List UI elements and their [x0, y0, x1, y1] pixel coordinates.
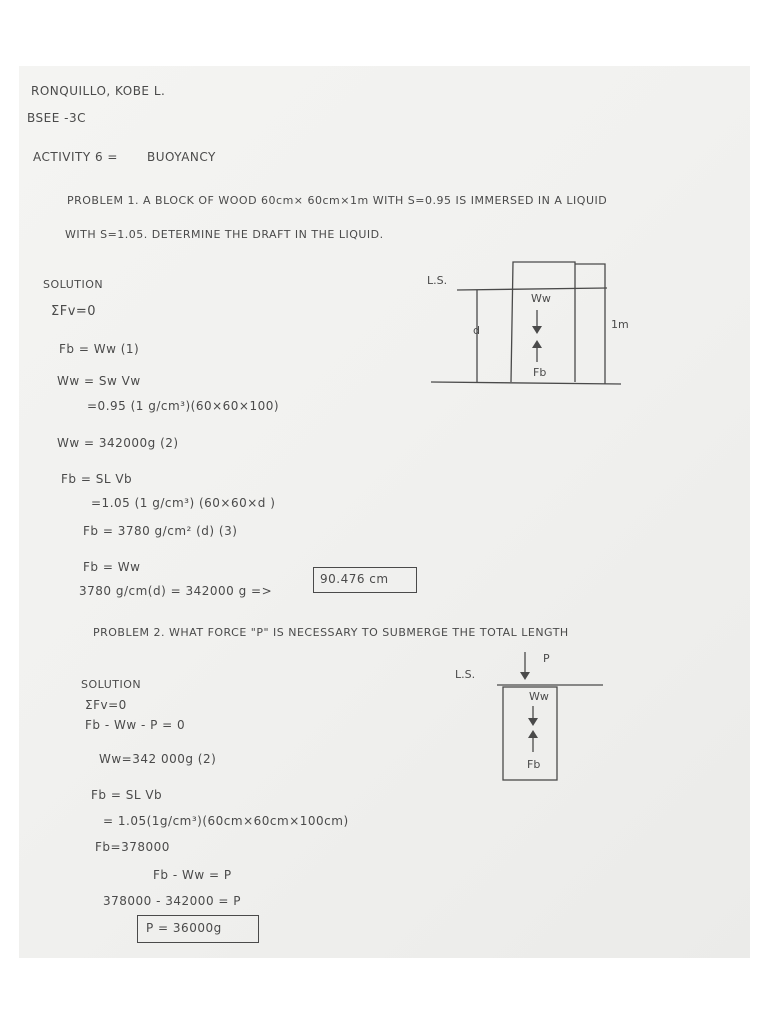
problem2-statement: PROBLEM 2. WHAT FORCE "P" IS NECESSARY TO SUBMERGE THE TOTAL LENGTH — [93, 626, 569, 639]
problem2-step: 378000 - 342000 = P — [103, 894, 241, 908]
bottom-line — [431, 382, 621, 384]
weight-arrowhead — [528, 718, 538, 726]
force-p-label: P — [543, 652, 550, 665]
problem1-step: Ww = Sw Vw — [57, 374, 141, 388]
problem1-solution-label: SOLUTION — [43, 278, 104, 291]
problem2-step: Fb = SL Vb — [91, 788, 163, 802]
buoyancy-label: Fb — [527, 758, 541, 771]
problem1-step: =0.95 (1 g/cm³)(60×60×100) — [87, 399, 280, 413]
problem2-step: Fb - Ww - P = 0 — [85, 718, 186, 732]
buoyancy-arrowhead — [528, 730, 538, 738]
liquid-surface-line — [457, 288, 607, 290]
activity-number: ACTIVITY 6 = — [33, 150, 118, 164]
problem2-step: Fb - Ww = P — [153, 868, 232, 882]
student-name: RONQUILLO, KOBE L. — [31, 84, 166, 98]
wood-block — [511, 262, 575, 382]
paper-sheet — [19, 66, 750, 958]
problem2-step: Fb=378000 — [95, 840, 170, 854]
draft-label: d — [473, 324, 480, 337]
buoyancy-arrowhead — [532, 340, 542, 348]
length-label: 1m — [611, 318, 629, 331]
weight-arrowhead — [532, 326, 542, 334]
problem1-step: Ww = 342000g (2) — [57, 436, 179, 450]
problem1-statement-line2: WITH S=1.05. DETERMINE THE DRAFT IN THE LIQUID. — [65, 228, 384, 241]
problem1-step: =1.05 (1 g/cm³) (60×60×d ) — [91, 496, 276, 510]
problem2-answer: P = 36000g — [146, 921, 222, 935]
problem2-step: Ww=342 000g (2) — [99, 752, 217, 766]
problem1-step: Fb = Ww (1) — [59, 342, 140, 356]
problem2-solution-label: SOLUTION — [81, 678, 142, 691]
problem1-step: ΣFv=0 — [51, 304, 97, 319]
activity-topic: BUOYANCY — [147, 150, 216, 164]
diagrams-layer — [19, 66, 750, 958]
problem2-step: = 1.05(1g/cm³)(60cm×60cm×100cm) — [103, 814, 349, 828]
problem1-step: Fb = 3780 g/cm² (d) (3) — [83, 524, 238, 538]
problem1-step: Fb = Ww — [83, 560, 141, 574]
force-p-arrowhead — [520, 672, 530, 680]
liquid-surface-label: L.S. — [427, 274, 448, 287]
course-section: BSEE -3C — [27, 111, 86, 125]
problem1-answer: 90.476 cm — [320, 572, 389, 586]
liquid-surface-label: L.S. — [455, 668, 476, 681]
buoyancy-label: Fb — [533, 366, 547, 379]
length-dimension — [575, 264, 605, 384]
problem2-step: ΣFv=0 — [85, 698, 127, 712]
weight-label: Ww — [531, 292, 551, 305]
problem1-diagram — [427, 262, 629, 384]
weight-label: Ww — [529, 690, 549, 703]
problem2-diagram — [455, 652, 603, 780]
problem1-step: Fb = SL Vb — [61, 472, 133, 486]
problem1-statement-line1: PROBLEM 1. A BLOCK OF WOOD 60cm× 60cm×1m WITH S=0.95 IS IMMERSED IN A LIQUID — [67, 194, 608, 207]
problem1-step: 3780 g/cm(d) = 342000 g => — [79, 584, 273, 598]
